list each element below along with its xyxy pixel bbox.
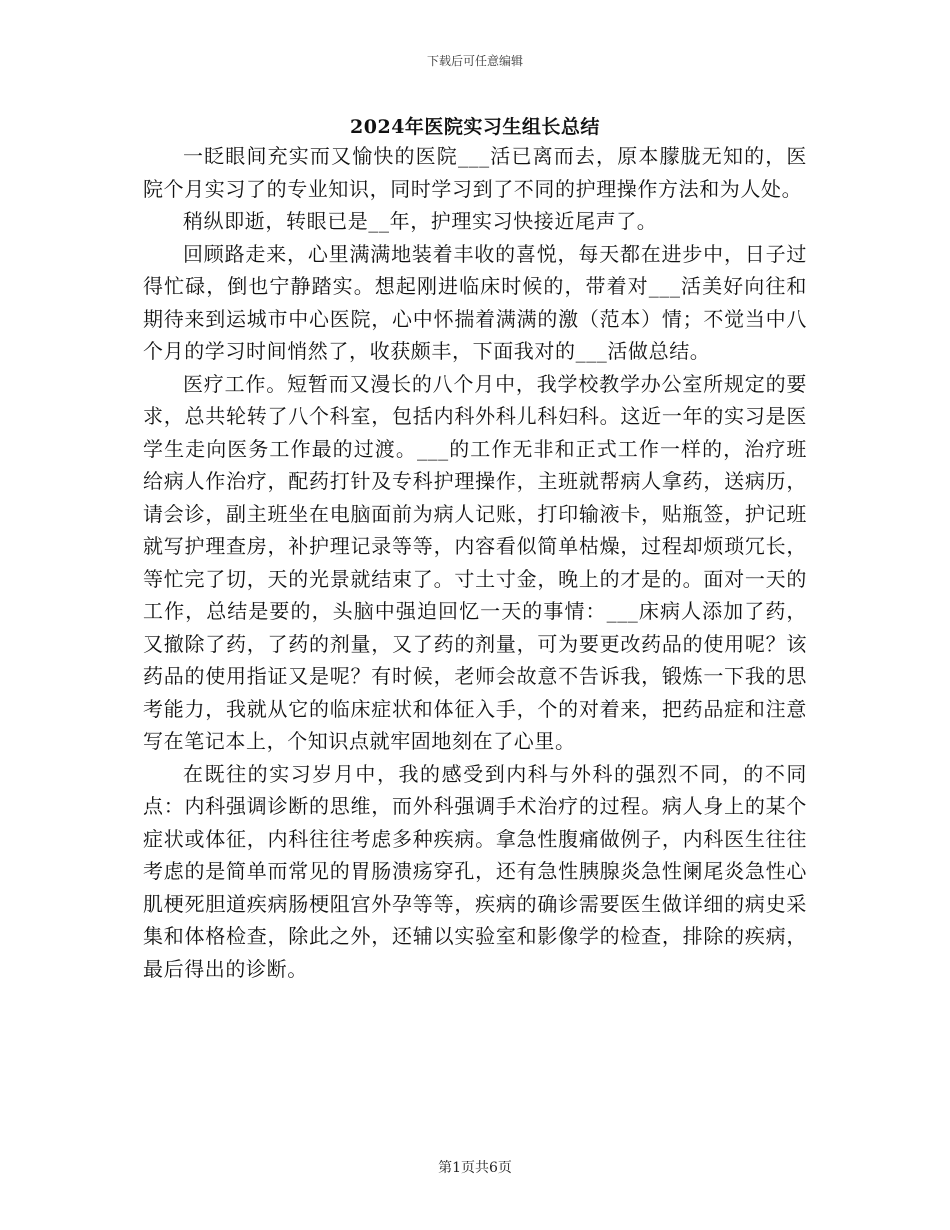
paragraph: 稍纵即逝，转眼已是__年，护理实习快接近尾声了。 xyxy=(183,209,658,233)
paragraph: 一眨眼间充实而又愉快的医院___活已离而去，原本朦胧无知的，医院个月实习了的专业知识，同时学习到了不同的护理操作方法和为人处。 xyxy=(143,144,807,201)
paragraph: 在既往的实习岁月中，我的感受到内科与外科的强烈不同，的不同点：内科强调诊断的思维，而外科强调手术治疗的过程。病人身上的某个症状或体征，内科往往考虑多种疾病。拿急性腹痛做例子，内科医生往往考虑的是简单而常见的胃肠溃疡穿孔，还有急性胰腺炎急性阑尾炎急性心肌梗死胆道疾病肠梗阻宫外孕等等，疾病的确诊需要医生做详细的病史采集和体格检查，除此之外，还辅以实验室和影像学的检查，排除的疾病，最后得出的诊断。 xyxy=(143,761,807,981)
paragraph: 医疗工作。短暂而又漫长的八个月中，我学校教学办公室所规定的要求，总共轮转了八个科室，包括内科外科儿科妇科。这近一年的实习是医学生走向医务工作最的过渡。___的工作无非和正式工作一样的，治疗班给病人作治疗，配药打针及专科护理操作，主班就帮病人拿药，送病历，请会诊，副主班坐在电脑面前为病人记账，打印输液卡，贴瓶签，护记班就写护理查房，补护理记录等等，内容看似简单枯燥，过程却烦琐冗长，等忙完了切，天的光景就结束了。寸土寸金，晚上的才是的。面对一天的工作，总结是要的，头脑中强迫回忆一天的事情：___床病人添加了药，又撤除了药，了药的剂量，又了药的剂量，可为要更改药品的使用呢？该药品的使用指证又是呢？有时候，老师会故意不告诉我，锻炼一下我的思考能力，我就从它的临床症状和体征入手，个的对着来，把药品症和注意写在笔记本上，个知识点就牢固地刻在了心里。 xyxy=(143,371,807,753)
paragraph: 回顾路走来，心里满满地装着丰收的喜悦，每天都在进步中，日子过得忙碌，倒也宁静踏实。想起刚进临床时候的，带着对___活美好向往和期待来到运城市中心医院，心中怀揣着满满的激（范本）情；不觉当中八个月的学习时间悄然了，收获颇丰，下面我对的___活做总结。 xyxy=(143,241,807,363)
document-title: 2024年医院实习生组长总结 xyxy=(350,116,600,138)
document-body xyxy=(143,140,807,985)
page-number-footer: 第1页共6页 xyxy=(438,1160,512,1176)
header-note: 下载后可任意编辑 xyxy=(426,54,523,68)
